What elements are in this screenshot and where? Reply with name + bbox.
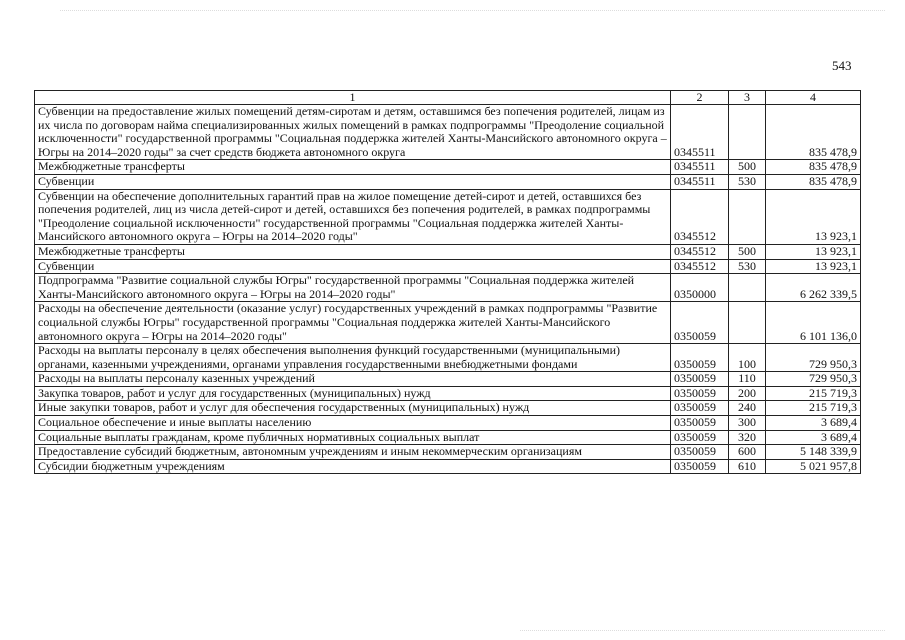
row-expense-type: 500	[729, 244, 766, 259]
row-name: Межбюджетные трансферты	[35, 244, 671, 259]
row-name: Субвенции на обеспечение дополнительных гарантий прав на жилое помещение детей-сирот и детей, оставшихся без попечения родителей, лиц из числа детей-сирот и детей, оставшихся без попечения родителей, в рамках подпрограммы "Преодоление социальной исключенности" государственной программы "Социальная поддержка жителей Ханты-Мансийского автономного округа – Югры на 2014–2020 годы"	[35, 189, 671, 244]
row-csr-code: 0350059	[671, 445, 729, 460]
row-csr-code: 0350059	[671, 430, 729, 445]
scan-artifact-bottom	[520, 630, 885, 635]
table-row	[35, 344, 861, 372]
row-name: Закупка товаров, работ и услуг для государственных (муниципальных) нужд	[35, 386, 671, 401]
row-csr-code: 0345511	[671, 105, 729, 160]
row-amount: 6 262 339,5	[766, 274, 861, 302]
row-amount: 835 478,9	[766, 160, 861, 175]
row-csr-code: 0350059	[671, 344, 729, 372]
row-csr-code: 0345511	[671, 174, 729, 189]
row-name: Социальное обеспечение и иные выплаты населению	[35, 416, 671, 431]
row-csr-code: 0350000	[671, 274, 729, 302]
row-csr-code: 0345512	[671, 189, 729, 244]
row-amount: 729 950,3	[766, 344, 861, 372]
row-amount: 215 719,3	[766, 401, 861, 416]
row-amount: 215 719,3	[766, 386, 861, 401]
row-expense-type	[729, 302, 766, 344]
table-row	[35, 302, 861, 344]
row-name: Иные закупки товаров, работ и услуг для обеспечения государственных (муниципальных) нужд	[35, 401, 671, 416]
table-row	[35, 244, 861, 259]
row-expense-type	[729, 105, 766, 160]
table-row	[35, 189, 861, 244]
column-header-name: 1	[35, 91, 671, 105]
table-row	[35, 160, 861, 175]
row-amount: 3 689,4	[766, 430, 861, 445]
row-name: Подпрограмма "Развитие социальной службы Югры" государственной программы "Социальная поддержка жителей Ханты-Мансийского автономного округа – Югры на 2014–2020 годы"	[35, 274, 671, 302]
row-amount: 6 101 136,0	[766, 302, 861, 344]
row-expense-type: 300	[729, 416, 766, 431]
budget-table	[34, 90, 861, 474]
page-number: 543	[832, 58, 852, 73]
row-expense-type: 100	[729, 344, 766, 372]
row-expense-type: 320	[729, 430, 766, 445]
row-amount: 835 478,9	[766, 105, 861, 160]
row-name: Межбюджетные трансферты	[35, 160, 671, 175]
row-amount: 729 950,3	[766, 372, 861, 387]
row-amount: 5 148 339,9	[766, 445, 861, 460]
scan-artifact-top	[60, 10, 885, 15]
row-expense-type: 600	[729, 445, 766, 460]
row-amount: 13 923,1	[766, 244, 861, 259]
row-name: Субвенции на предоставление жилых помещений детям-сиротам и детям, оставшимся без попечения родителей, лицам из их числа по договорам найма специализированных жилых помещений в рамках подпрограммы "Преодоление социальной исключенности" государственной программы "Социальная поддержка жителей Ханты-Мансийского автономного округа – Югры на 2014–2020 годы" за счет средств бюджета автономного округа	[35, 105, 671, 160]
row-name: Субвенции	[35, 259, 671, 274]
table-row	[35, 459, 861, 474]
row-csr-code: 0350059	[671, 372, 729, 387]
table-row	[35, 105, 861, 160]
row-amount: 13 923,1	[766, 259, 861, 274]
table-row	[35, 386, 861, 401]
row-amount: 835 478,9	[766, 174, 861, 189]
table-row	[35, 416, 861, 431]
table-row	[35, 445, 861, 460]
row-expense-type: 610	[729, 459, 766, 474]
row-csr-code: 0350059	[671, 302, 729, 344]
column-header-vr: 3	[729, 91, 766, 105]
row-amount: 3 689,4	[766, 416, 861, 431]
row-name: Субвенции	[35, 174, 671, 189]
row-expense-type: 240	[729, 401, 766, 416]
row-name: Субсидии бюджетным учреждениям	[35, 459, 671, 474]
row-name: Расходы на обеспечение деятельности (оказание услуг) государственных учреждений в рамках подпрограммы "Развитие социальной службы Югры" государственной программы "Социальная поддержка жителей Ханты-Мансийского автономного округа – Югры на 2014–2020 годы"	[35, 302, 671, 344]
row-name: Социальные выплаты гражданам, кроме публичных нормативных социальных выплат	[35, 430, 671, 445]
column-header-amount: 4	[766, 91, 861, 105]
row-amount: 5 021 957,8	[766, 459, 861, 474]
row-csr-code: 0345512	[671, 259, 729, 274]
row-csr-code: 0350059	[671, 459, 729, 474]
row-name: Расходы на выплаты персоналу в целях обеспечения выполнения функций государственными (муниципальными) органами, казенными учреждениями, органами управления государственными внебюджетными фондами	[35, 344, 671, 372]
row-name: Расходы на выплаты персоналу казенных учреждений	[35, 372, 671, 387]
row-expense-type: 200	[729, 386, 766, 401]
row-csr-code: 0350059	[671, 386, 729, 401]
row-amount: 13 923,1	[766, 189, 861, 244]
column-header-csr: 2	[671, 91, 729, 105]
table-header-row	[35, 91, 861, 105]
row-expense-type: 530	[729, 259, 766, 274]
row-csr-code: 0350059	[671, 416, 729, 431]
row-expense-type: 500	[729, 160, 766, 175]
table-body	[35, 105, 861, 474]
table-row	[35, 174, 861, 189]
row-expense-type	[729, 274, 766, 302]
row-expense-type: 530	[729, 174, 766, 189]
table-row	[35, 274, 861, 302]
table-row	[35, 372, 861, 387]
table-row	[35, 401, 861, 416]
row-expense-type	[729, 189, 766, 244]
table-row	[35, 430, 861, 445]
row-csr-code: 0345512	[671, 244, 729, 259]
table-row	[35, 259, 861, 274]
row-expense-type: 110	[729, 372, 766, 387]
row-name: Предоставление субсидий бюджетным, автономным учреждениям и иным некоммерческим организациям	[35, 445, 671, 460]
row-csr-code: 0345511	[671, 160, 729, 175]
row-csr-code: 0350059	[671, 401, 729, 416]
